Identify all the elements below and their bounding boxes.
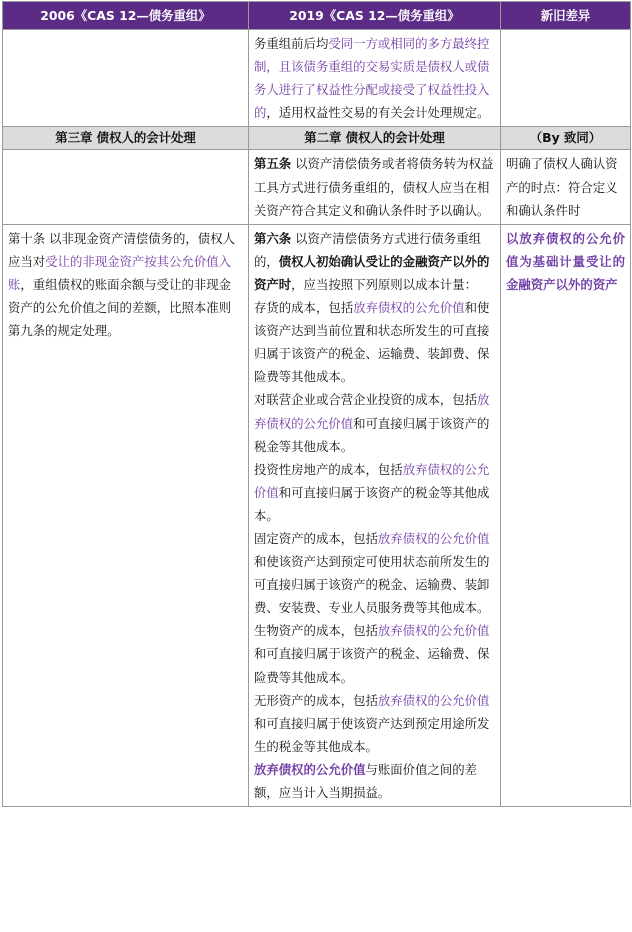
header-row xyxy=(3,2,631,30)
fixed-asset-paragraph xyxy=(254,527,495,619)
chapter-diff: （By 致同） xyxy=(501,127,631,150)
investment-property-paragraph xyxy=(254,458,495,527)
chapter-new: 第二章 债权人的会计处理 xyxy=(249,127,501,150)
article6-intro xyxy=(254,227,495,296)
article6-label: 第六条 xyxy=(254,230,292,246)
chapter-old: 第三章 债权人的会计处理 xyxy=(3,127,249,150)
associate-highlight: 放弃债权的公允价值 xyxy=(254,392,490,431)
chapter-row xyxy=(3,127,631,150)
old-article10-text: 第十条 以非现金资产清偿债务的，债权人应当对 xyxy=(8,230,235,269)
fixed-highlight: 放弃债权的公允价值 xyxy=(377,530,490,546)
article6-intro-prefix: 以资产清偿债务方式进行债务重组的， xyxy=(254,230,481,269)
associate-suffix: 和可直接归属于该资产的税金等其他成本。 xyxy=(254,415,490,454)
continued-row xyxy=(3,30,631,127)
article5-row xyxy=(3,150,631,224)
inventory-suffix: 和使该资产达到当前位置和状态所发生的可直接归属于该资产的税金、运输费、装卸费、保险费等其他成本。 xyxy=(254,300,490,385)
intangible-suffix: 和可直接归属于使该资产达到预定用途所发生的税金等其他成本。 xyxy=(254,715,490,754)
bio-suffix: 和可直接归属于该资产的税金、运输费、保险费等其他成本。 xyxy=(254,646,490,685)
article5-label: 第五条 xyxy=(254,156,292,172)
biological-asset-paragraph xyxy=(254,619,495,688)
comparison-table xyxy=(2,1,631,807)
old-article10-highlight: 受让的非现金资产按其公允价值入账 xyxy=(8,253,232,292)
difference-text: 与账面价值之间的差额，应当计入当期损益。 xyxy=(254,761,478,800)
article6-diff-cell: 以放弃债权的公允价值为基础计量受让的金融资产以外的资产 xyxy=(501,224,631,806)
article5-old-cell xyxy=(3,150,249,224)
continued-old-cell xyxy=(3,30,249,127)
fixed-suffix: 和使该资产达到预定可使用状态前所发生的可直接归属于该资产的税金、运输费、装卸费、安装费、专业人员服务费等其他成本。 xyxy=(254,554,490,616)
header-2006: 2006《CAS 12—债务重组》 xyxy=(3,2,249,30)
article6-intro-suffix: ，应当按照下列原则以成本计量： xyxy=(291,276,478,292)
old-article10-suffix: ，重组债权的账面余额与受让的非现金资产的公允价值之间的差额，比照本准则第九条的规定处理。 xyxy=(8,276,232,339)
article5-new-cell xyxy=(249,150,501,224)
article5-diff-cell: 明确了债权人确认资产的时点：符合定义和确认条件时 xyxy=(501,150,631,224)
difference-paragraph xyxy=(254,758,495,804)
intangible-asset-paragraph xyxy=(254,689,495,758)
article6-intro-bold: 债权人初始确认受让的金融资产以外的资产时 xyxy=(254,253,490,292)
associate-text: 对联营企业或合营企业投资的成本，包括 xyxy=(254,392,478,408)
article5-text: 以资产清偿债务或者将债务转为权益工具方式进行债务重组的，债权人应当在相关资产符合其定义和确认条件时予以确认。 xyxy=(254,156,494,218)
continued-text: 务重组前后均 xyxy=(254,36,329,52)
fixed-text: 固定资产的成本，包括 xyxy=(254,530,378,546)
inventory-text: 存货的成本，包括 xyxy=(254,300,354,316)
continued-suffix: ，适用权益性交易的有关会计处理规定。 xyxy=(266,105,490,121)
header-2019: 2019《CAS 12—债务重组》 xyxy=(249,2,501,30)
property-highlight: 放弃债权的公允价值 xyxy=(254,461,490,500)
intangible-text: 无形资产的成本，包括 xyxy=(254,692,378,708)
article6-new-cell xyxy=(249,224,501,806)
intangible-highlight: 放弃债权的公允价值 xyxy=(377,692,490,708)
continued-diff-cell xyxy=(501,30,631,127)
header-diff: 新旧差异 xyxy=(501,2,631,30)
article6-old-cell xyxy=(3,224,249,806)
continued-highlight: 受同一方或相同的多方最终控制，且该债务重组的交易实质是债权人或债务人进行了权益性分配或接受了权益性投入的 xyxy=(254,36,490,121)
article6-row xyxy=(3,224,631,806)
inventory-paragraph xyxy=(254,296,495,388)
continued-new-cell xyxy=(249,30,501,127)
difference-highlight: 放弃债权的公允价值 xyxy=(254,761,366,777)
bio-highlight: 放弃债权的公允价值 xyxy=(377,623,490,639)
property-text: 投资性房地产的成本，包括 xyxy=(254,461,403,477)
inventory-highlight: 放弃债权的公允价值 xyxy=(353,300,465,316)
bio-text: 生物资产的成本，包括 xyxy=(254,623,378,639)
property-suffix: 和可直接归属于该资产的税金等其他成本。 xyxy=(254,484,490,523)
associate-investment-paragraph xyxy=(254,388,495,457)
